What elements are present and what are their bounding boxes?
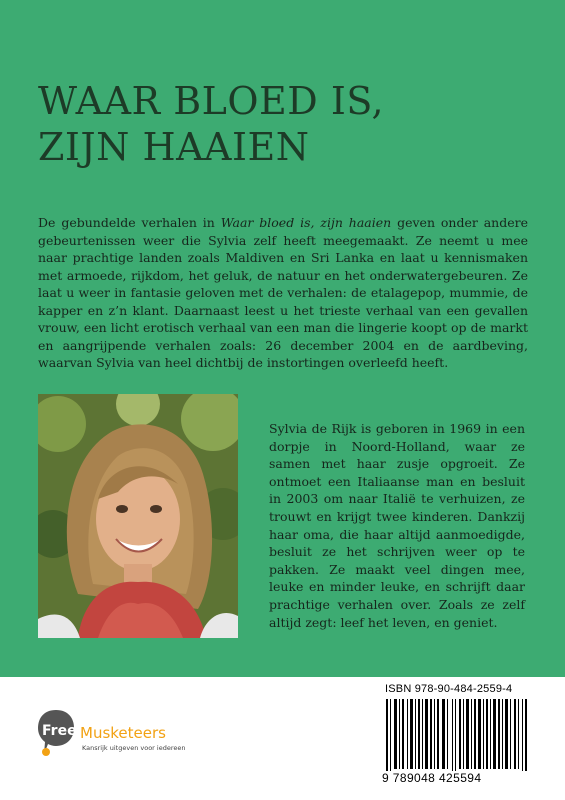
publisher-logo — [36, 708, 236, 768]
publisher-name-musketeers: Musketeers — [80, 724, 166, 742]
blurb-intro: De gebundelde verhalen in — [38, 215, 221, 230]
publisher-name-free: Free — [42, 723, 77, 739]
barcode-digits: 9 789048 425594 — [380, 771, 534, 785]
author-photo — [38, 394, 238, 638]
blurb-body: geven onder andere gebeurtenissen weer die Sylvia zelf heeft meegemaakt. Ze neemt u mee naar prachtige landen zoals Maldiven en Sri Lanka en laat u kennismaken met armoede, rijkdom, het geluk, de natuur en het onderwatergebeuren. Ze laat u weer in fantasie geloven met de verhalen: de etalagepop, mummie, de kapper en z’n klant. Daarnaast leest u het trieste verhaal van een gevallen vrouw, een licht erotisch verhaal van een man die lingerie koopt op de markt en aangrijpende verhalen zoals: 26 december 2004 en de aardbeving, waarvan Sylvia van heel dichtbij de instortingen overleefd heeft. — [38, 215, 529, 370]
isbn-label: ISBN 978-90-484-2559-4 — [385, 683, 513, 695]
blurb-paragraph — [38, 214, 528, 372]
blurb-book-title: Waar bloed is, zijn haaien — [220, 215, 392, 230]
author-bio: Sylvia de Rijk is geboren in 1969 in een dorpje in Noord-Holland, waar ze samen met haar zusje opgroeit. Ze ontmoet een Italiaanse man en besluit in 2003 om naar Italië te verhuizen, ze trouwt en krijgt twee kinderen. Dankzij haar oma, die haar altijd aanmoedigde, besluit ze het schrijven weer op te pakken. Ze maakt veel dingen mee, leuke en minder leuke, en schrijft daar prachtige verhalen over. Zoals ze zelf altijd zegt: leef het leven, en geniet. — [269, 421, 525, 630]
book-title-line-2: ZIJN HAAIEN — [38, 125, 310, 169]
book-title-line-1: WAAR BLOED IS, — [38, 79, 385, 123]
publisher-tagline: Kansrijk uitgeven voor iedereen — [82, 744, 186, 752]
book-title — [38, 78, 538, 170]
